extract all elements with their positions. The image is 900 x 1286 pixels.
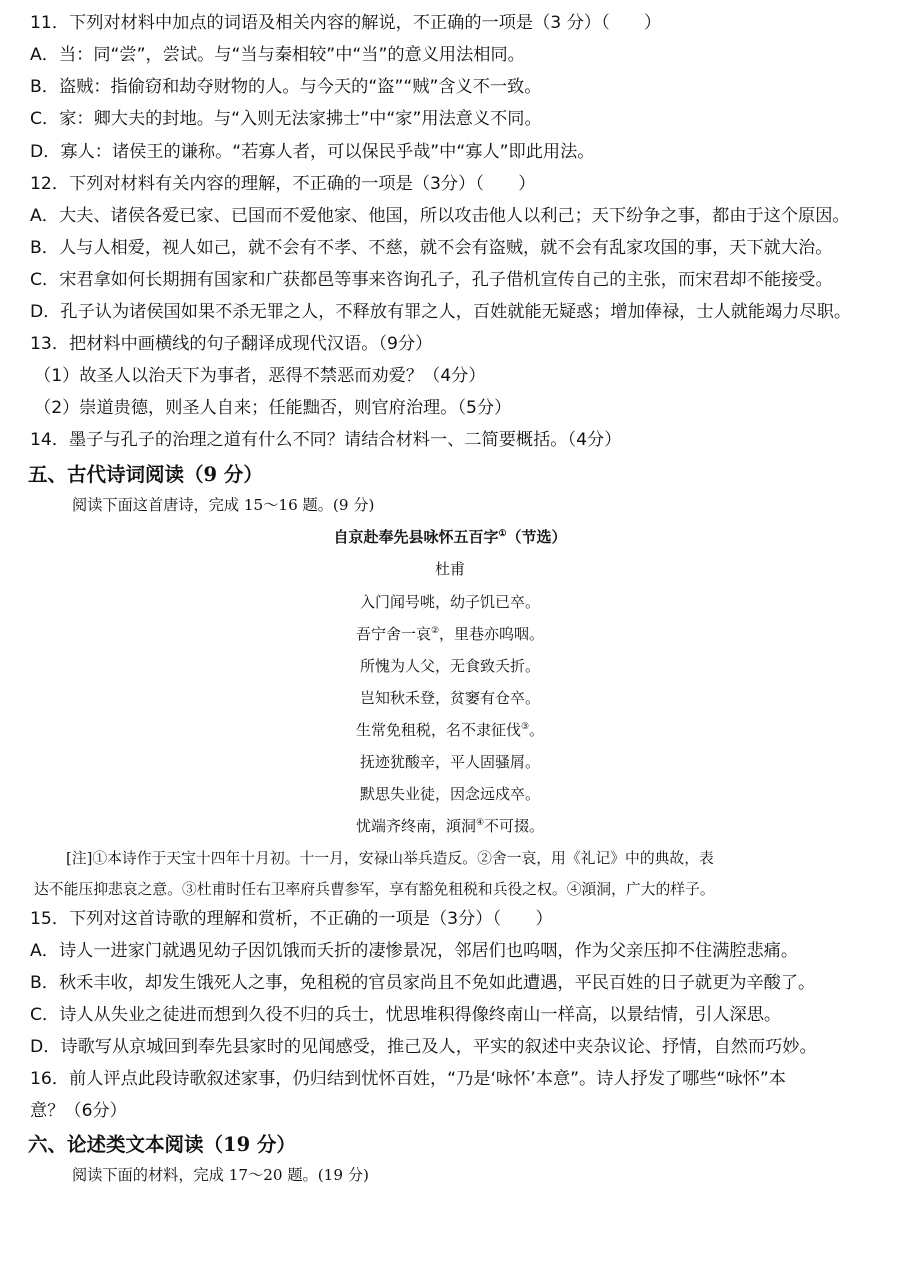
- section5-intro: 阅读下面这首唐诗，完成 15～16 题。(9 分): [72, 496, 375, 514]
- q11-option-c: C．家：卿大夫的封地。与“入则无法家拂士”中“家”用法意义不同。: [30, 109, 542, 129]
- q13-stem: 13．把材料中画横线的句子翻译成现代汉语。（9分）: [30, 334, 433, 354]
- q16-line-2: 意？（6分）: [30, 1101, 127, 1121]
- q11-option-d: D．寡人：诸侯王的谦称。“若寡人者，可以保民乎哉”中“寡人”即此用法。: [30, 142, 595, 162]
- q11-option-b: B．盗贼：指偷窃和劫夺财物的人。与今天的“盗”“贼”含义不一致。: [30, 77, 542, 97]
- q12-option-c: C．宋君拿如何长期拥有国家和广获都邑等事来咨询孔子，孔子借机宣传自己的主张，而宋君却不能接受。: [30, 270, 833, 290]
- poem-title-suffix: （节选）: [506, 528, 567, 546]
- poem-author: 杜甫: [434, 560, 465, 578]
- section6-heading: 六、论述类文本阅读（19 分）: [28, 1133, 296, 1156]
- q15-option-a: A．诗人一进家门就遇见幼子因饥饿而夭折的凄惨景况，邻居们也呜咽，作为父亲压抑不住满腔悲痛。: [30, 941, 799, 961]
- q15-stem: 15．下列对这首诗歌的理解和赏析，不正确的一项是（3分）（ ）: [30, 909, 553, 929]
- poem-line: 默思失业徒，因念远戍卒。: [359, 785, 540, 803]
- poem-line: 岂知秋禾登，贫窭有仓卒。: [359, 689, 540, 707]
- poem-line: 入门闻号咷，幼子饥已卒。: [359, 593, 540, 611]
- poem-title: [0, 526, 900, 547]
- poem-line: 忧端齐终南，澒洞④不可掇。: [355, 817, 545, 835]
- q12-stem: 12．下列对材料有关内容的理解，不正确的一项是（3分）（ ）: [30, 174, 536, 194]
- q13-sentence-2: （2）崇道贵德，则圣人自来；任能黜否，则官府治理。（5分）: [34, 398, 512, 418]
- poem-note-line-2: 达不能压抑悲哀之意。③杜甫时任右卫率府兵曹参军，享有豁免租税和兵役之权。④澒洞，广大的样子。: [34, 881, 715, 898]
- q11-stem: 11．下列对材料中加点的词语及相关内容的解说，不正确的一项是（3 分）（ ）: [30, 13, 662, 33]
- section5-heading: 五、古代诗词阅读（9 分）: [28, 463, 263, 486]
- poem-line: 吾宁舍一哀②，里巷亦呜咽。: [355, 625, 545, 643]
- q11-option-a: A．当：同“尝”，尝试。与“当与秦相较”中“当”的意义用法相同。: [30, 45, 525, 65]
- poem-line: 抚迹犹酸辛，平人固骚屑。: [359, 753, 540, 771]
- q15-option-c: C．诗人从失业之徒进而想到久役不归的兵士，忧思堆积得像终南山一样高，以景结情，引人深思。: [30, 1005, 782, 1025]
- q16-line-1: 16．前人评点此段诗歌叙述家事，仍归结到忧怀百姓，“乃是‘咏怀’本意”。诗人抒发了哪些“咏怀”本: [30, 1069, 786, 1089]
- q15-option-d: D．诗歌写从京城回到奉先县家时的见闻感受，推己及人，平实的叙述中夹杂议论、抒情，自然而巧妙。: [30, 1037, 817, 1057]
- q15-option-b: B．秋禾丰收，却发生饿死人之事，免租税的官员家尚且不免如此遭遇，平民百姓的日子就更为辛酸了。: [30, 973, 816, 993]
- q12-option-d: D．孔子认为诸侯国如果不杀无罪之人，不释放有罪之人，百姓就能无疑惑；增加俸禄，士人就能竭力尽职。: [30, 302, 852, 322]
- poem-line: 所愧为人父，无食致夭折。: [359, 657, 540, 675]
- q12-option-b: B．人与人相爱，视人如己，就不会有不孝、不慈，就不会有盗贼，就不会有乱家攻国的事，天下就大治。: [30, 238, 833, 258]
- q13-sentence-1: （1）故圣人以治天下为事者，恶得不禁恶而劝爱？（4分）: [34, 366, 486, 386]
- q14-stem: 14．墨子与孔子的治理之道有什么不同？请结合材料一、二简要概括。（4分）: [30, 430, 622, 450]
- poem-title-text: 自京赴奉先县咏怀五百字: [333, 528, 499, 546]
- q12-option-a: A．大夫、诸侯各爱已家、已国而不爱他家、他国，所以攻击他人以利己；天下纷争之事，都由于这个原因。: [30, 206, 850, 226]
- poem-line: 生常免租税，名不隶征伐③。: [355, 721, 545, 739]
- poem-title-note-mark: ①: [498, 529, 507, 539]
- poem-note-line-1: [注]①本诗作于天宝十四年十月初。十一月，安禄山举兵造反。②舍一哀，用《礼记》中的典故，表: [66, 850, 714, 867]
- section6-intro: 阅读下面的材料，完成 17～20 题。(19 分): [72, 1166, 369, 1184]
